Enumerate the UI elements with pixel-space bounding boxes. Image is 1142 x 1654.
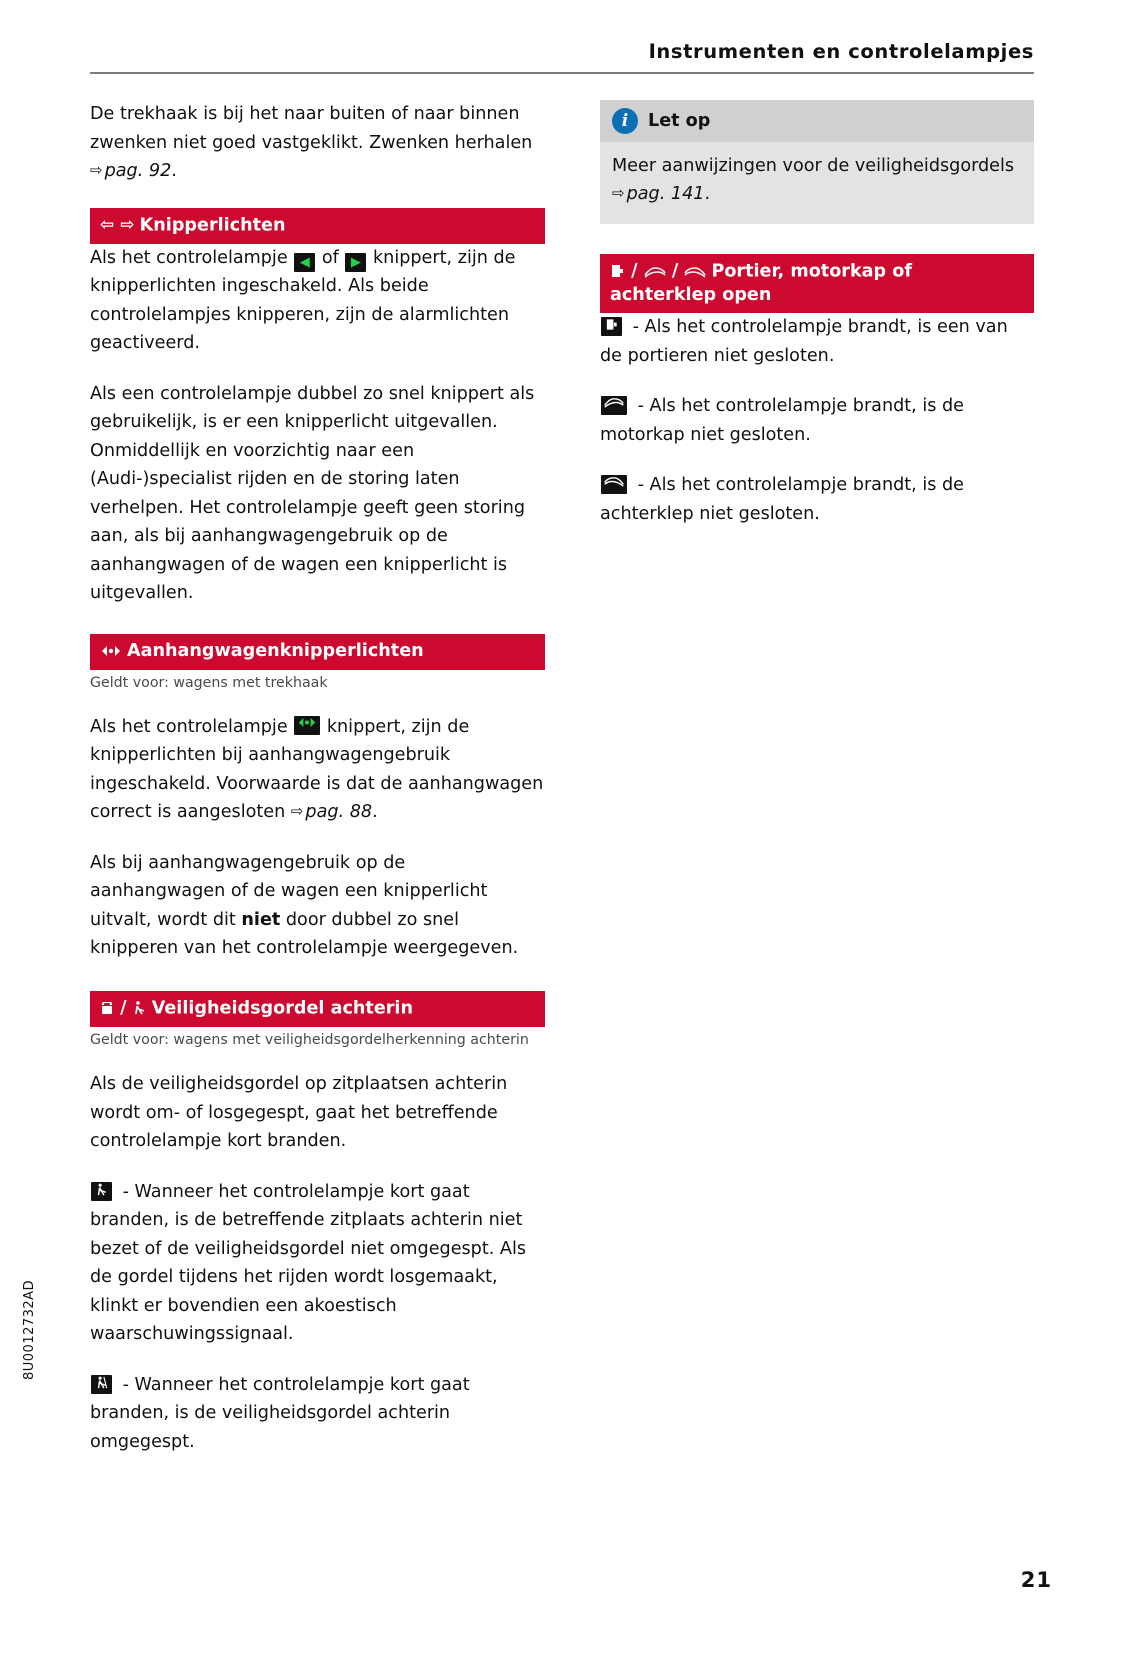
seatbelt-unbuckled-icon	[133, 1000, 147, 1016]
knipperlichten-paragraph-2: Als een controlelampje dubbel zo snel knippert als gebruikelijk, is er een knipperlicht uitgevallen. Onmiddellijk en voorzichtig naar een (Audi-)specialist rijden en de storing laten verhelpen. Het controlelampje geeft geen storing aan, als bij aanhangwagengebruik op de aanhangwagen of de wagen een knipperlicht is uitgevallen.	[90, 383, 535, 604]
portier-paragraph-2	[600, 392, 1034, 449]
hood-open-icon	[644, 265, 666, 279]
text-part: Als bij aanhangwagengebruik op de aanhangwagen of de wagen een knipperlicht uitvalt, wordt dit	[90, 852, 488, 930]
note-title: Let op	[648, 111, 711, 131]
section-heading-knipperlichten	[90, 208, 545, 244]
reference-arrow-icon: ⇨	[290, 802, 304, 821]
hood-open-icon	[601, 396, 627, 415]
gordel-paragraph-1: Als de veiligheidsgordel op zitplaatsen achterin wordt om- of losgegespt, gaat het betreffende controlelampje kort branden.	[90, 1074, 508, 1152]
subnote-aanhangwagen: Geldt voor: wagens met trekhaak	[90, 674, 328, 691]
text-part: Als het controlelampje	[90, 247, 294, 268]
text-part: - Als het controlelampje brandt, is een van de portieren niet gesloten.	[600, 317, 1008, 366]
heading-label: Aanhangwagenknipperlichten	[127, 640, 424, 661]
trailer-indicator-icon	[294, 716, 320, 735]
text-part: - Als het controlelampje brandt, is de achterklep niet gesloten.	[600, 475, 964, 524]
portier-paragraph-1	[600, 313, 1034, 370]
trunk-open-icon	[601, 475, 627, 494]
knipperlichten-paragraph-1	[90, 244, 545, 358]
page-header: Instrumenten en controlelampjes	[648, 40, 1034, 63]
gordel-paragraph-3	[90, 1371, 545, 1457]
section-heading-aanhangwagenknipperlichten	[90, 634, 545, 670]
seatbelt-buckled-icon	[100, 1000, 114, 1016]
trailer-indicator-glyph	[100, 644, 122, 658]
text-part: - Wanneer het controlelampje kort gaat branden, is de veiligheidsgordel achterin omgegespt.	[90, 1374, 470, 1452]
seatbelt-buckled-icon	[91, 1375, 112, 1394]
arrow-right-green-icon: ⇨	[120, 214, 135, 235]
text-part: knippert, zijn de knipperlichten ingeschakeld. Als beide controlelampjes knipperen, zijn de alarmlichten geactiveerd.	[90, 247, 516, 354]
intro-reference: pag. 92	[104, 161, 172, 181]
section-heading-portier	[600, 254, 1034, 313]
aanhangwagen-paragraph-2	[90, 849, 545, 963]
text-part: door dubbel zo snel knipperen van het controlelampje weergegeven.	[90, 909, 519, 959]
side-document-code: 8U0012732AD	[22, 1279, 37, 1380]
reference-arrow-icon: ⇨	[612, 184, 625, 203]
text-part: Meer aanwijzingen voor de veiligheidsgordels	[612, 156, 1015, 176]
note-header	[600, 100, 1034, 142]
page-number: 21	[1020, 1568, 1052, 1592]
heading-icons-veiligheidsgordel: /	[100, 997, 147, 1020]
intro-end: .	[171, 161, 177, 181]
heading-label: Knipperlichten	[139, 214, 286, 235]
text-part: .	[704, 184, 711, 205]
door-open-icon	[610, 263, 625, 279]
text-part: knippert, zijn de knipperlichten bij aanhangwagengebruik ingeschakeld. Voorwaarde is dat de aanhangwagen correct is aangesloten	[90, 716, 544, 823]
reference-label: pag. 88	[305, 802, 373, 823]
arrow-left-green-icon: ◀	[294, 253, 315, 272]
intro-paragraph	[90, 100, 545, 186]
trunk-open-icon	[684, 265, 706, 279]
heading-label: Portier, motorkap of achterklep open	[610, 261, 912, 305]
text-part: Als het controlelampje	[90, 716, 294, 737]
header-divider	[90, 72, 1034, 74]
note-box	[600, 100, 1034, 224]
text-part: - Als het controlelampje brandt, is de motorkap niet gesloten.	[600, 396, 964, 445]
right-column	[600, 100, 1034, 550]
text-part: - Wanneer het controlelampje kort gaat branden, is de betreffende zitplaats achterin niet bezet of de veiligheidsgordel niet omgegespt. Als de gordel tijdens het rijden wordt losgemaakt, klinkt er bovendien een akoestisch waarschuwingssignaal.	[90, 1181, 527, 1345]
intro-text: De trekhaak is bij het naar buiten of naar binnen zwenken niet goed vastgeklikt. Zwenken herhalen	[90, 104, 533, 153]
aanhangwagen-paragraph-1	[90, 713, 545, 827]
gordel-paragraph-2	[90, 1178, 545, 1349]
text-part: of	[316, 247, 345, 268]
text-part: .	[372, 802, 378, 823]
subnote-veiligheidsgordel: Geldt voor: wagens met veiligheidsgordelherkenning achterin	[90, 1032, 529, 1049]
note-body	[600, 142, 1034, 224]
emphasis-text: niet	[241, 909, 281, 930]
trailer-indicator-icon	[100, 644, 122, 658]
info-icon: i	[612, 108, 638, 134]
heading-icons-knipperlichten	[100, 214, 135, 237]
seatbelt-unbuckled-icon	[91, 1182, 112, 1201]
section-heading-veiligheidsgordel	[90, 991, 545, 1027]
reference-label: pag. 141	[626, 184, 705, 205]
arrow-left-green-icon: ⇦	[100, 214, 115, 235]
reference-arrow-icon: ⇨	[90, 161, 103, 179]
arrow-right-green-icon: ▶	[345, 253, 366, 272]
left-column	[90, 100, 545, 1478]
heading-label: Veiligheidsgordel achterin	[151, 998, 413, 1019]
portier-paragraph-3	[600, 471, 1034, 528]
heading-icons-portier: / /	[610, 260, 706, 283]
door-open-icon	[601, 317, 622, 336]
